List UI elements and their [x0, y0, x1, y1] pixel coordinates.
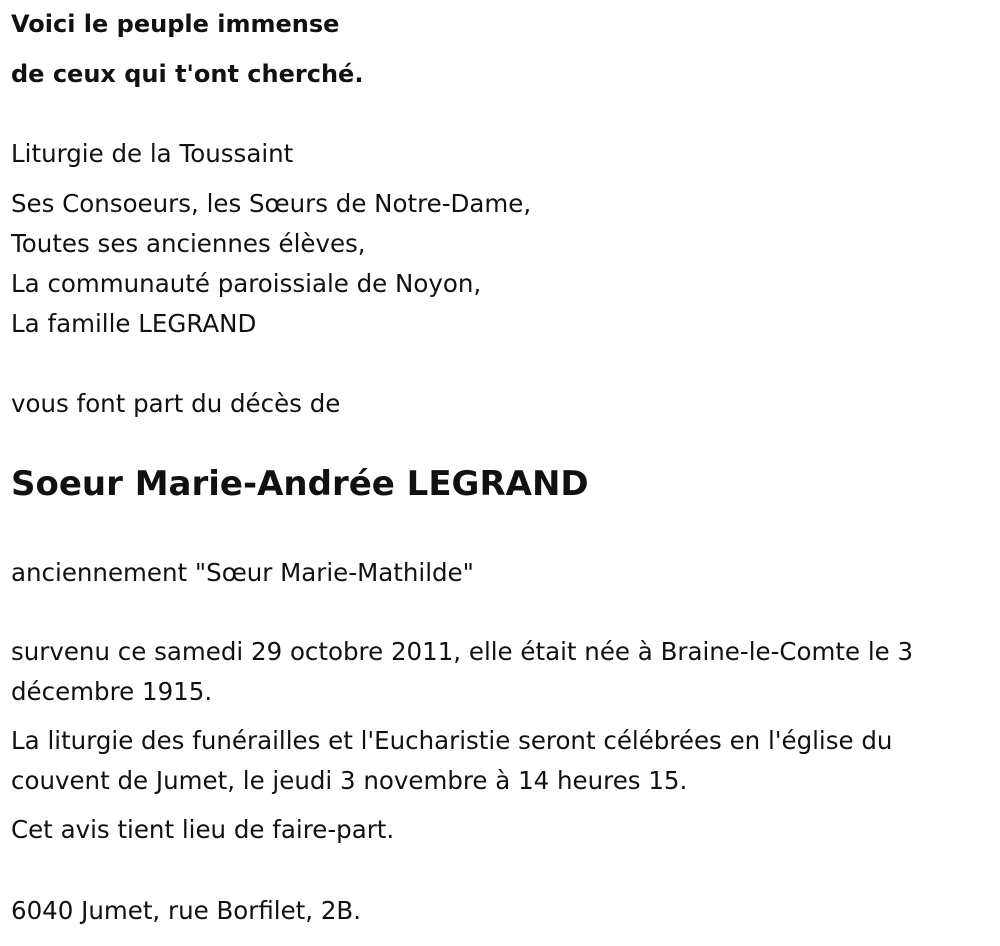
- verse-line-1: Voici le peuple immense: [11, 10, 340, 38]
- announcer-line: Ses Consoeurs, les Sœurs de Notre-Dame,: [11, 189, 532, 218]
- announcement-text: vous font part du décès de: [11, 389, 341, 418]
- announcer-line: La famille LEGRAND: [11, 309, 257, 338]
- former-name: anciennement "Sœur Marie-Mathilde": [11, 558, 474, 587]
- verse-line-2: de ceux qui t'ont cherché.: [11, 60, 364, 88]
- funeral-info-line-1: La liturgie des funérailles et l'Eucharistie seront célébrées en l'église du: [11, 726, 893, 755]
- deceased-name: Soeur Marie-Andrée LEGRAND: [11, 464, 589, 504]
- death-info-line-2: décembre 1915.: [11, 677, 213, 706]
- notice-text: Cet avis tient lieu de faire-part.: [11, 815, 395, 844]
- announcer-line: La communauté paroissiale de Noyon,: [11, 269, 482, 298]
- death-info-line-1: survenu ce samedi 29 octobre 2011, elle était née à Braine-le-Comte le 3: [11, 637, 914, 666]
- announcer-line: Toutes ses anciennes élèves,: [11, 229, 366, 258]
- address-text: 6040 Jumet, rue Borfilet, 2B.: [11, 896, 362, 925]
- liturgy-title: Liturgie de la Toussaint: [11, 139, 294, 168]
- funeral-info-line-2: couvent de Jumet, le jeudi 3 novembre à 14 heures 15.: [11, 766, 688, 795]
